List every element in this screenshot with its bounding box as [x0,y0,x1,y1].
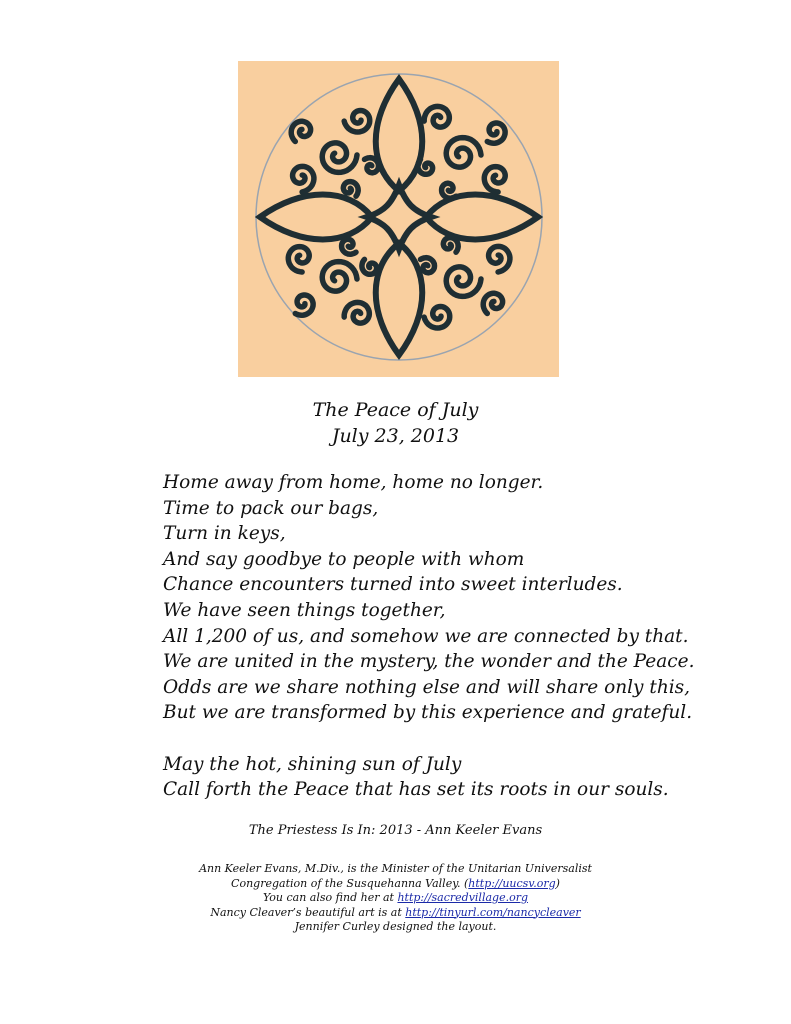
spiral-stroke [293,166,314,192]
spiral-stroke [442,183,456,198]
credit-line: Jennifer Curley designed the layout. [294,920,497,933]
poem-line: We have seen things together, [163,599,446,621]
poem-line: Turn in keys, [163,523,286,545]
spiral-stroke [343,182,358,197]
byline: The Priestess Is In: 2013 - Ann Keeler Evans [248,823,543,838]
spiral-stroke [443,238,458,253]
nancycleaver-link[interactable]: http://tinyurl.com/nancycleaver [405,905,581,919]
credit-text: Congregation of the Susquehanna Valley. ( [231,876,469,890]
poem-title: The Peace of July [312,399,479,421]
poem-body [163,470,763,803]
spiral-stroke [322,262,357,292]
spiral-stroke [288,247,309,272]
spiral-stroke [424,106,449,127]
credit-line [0,877,791,892]
credits [0,862,791,935]
spiral-stroke [446,138,481,168]
uucsv-link[interactable]: http://uucsv.org [468,876,556,890]
poem-line: Time to pack our bags, [163,497,379,519]
credit-line: Ann Keeler Evans, M.Div., is the Minister of the Unitarian Universalist [199,862,592,875]
spiral-stroke [322,143,357,173]
spiral-stroke [446,267,481,297]
spiral-stroke [489,246,510,272]
spiral-stroke [418,159,433,174]
spiral-stroke [342,239,356,254]
spiral-stroke [483,293,502,313]
sacredvillage-link[interactable]: http://sacredvillage.org [397,891,528,904]
poem-line: All 1,200 of us, and somehow we are connected by that. [163,625,689,647]
mandala-icon [238,61,559,377]
poem-line: Call forth the Peace that has set its roots in our souls. [163,779,669,801]
poem-line: And say goodbye to people with whom [163,548,525,570]
poem-line: Odds are we share nothing else and will share only this, [163,676,691,698]
spiral-stroke [365,158,379,173]
spiral-stroke [295,295,313,315]
stanza-break [163,726,763,752]
poem-line: Chance encounters turned into sweet interludes. [163,574,623,596]
spiral-stroke [344,302,369,323]
poem-line: Home away from home, home no longer. [163,472,544,493]
poem-date: July 23, 2013 [331,425,460,447]
spiral-stroke [424,307,450,329]
spiral-stroke [421,258,435,273]
title-block [0,397,791,449]
poem-line: May the hot, shining sun of July [163,753,462,775]
poem-line: But we are transformed by this experience and grateful. [163,702,693,724]
credit-line [0,891,791,906]
poem-line: We are united in the mystery, the wonder and the Peace. [163,651,695,673]
credit-text: You can also find her at [263,891,398,904]
spiral-stroke [344,111,370,133]
spiral-stroke [291,121,310,141]
spiral-stroke [362,259,377,274]
spiral-stroke [484,167,505,192]
credit-text: Nancy Cleaver’s beautiful art is at [210,905,406,919]
mandala-artwork [238,61,559,377]
credit-line [0,906,791,921]
spiral-stroke [487,123,505,143]
credit-text: ) [555,876,560,890]
